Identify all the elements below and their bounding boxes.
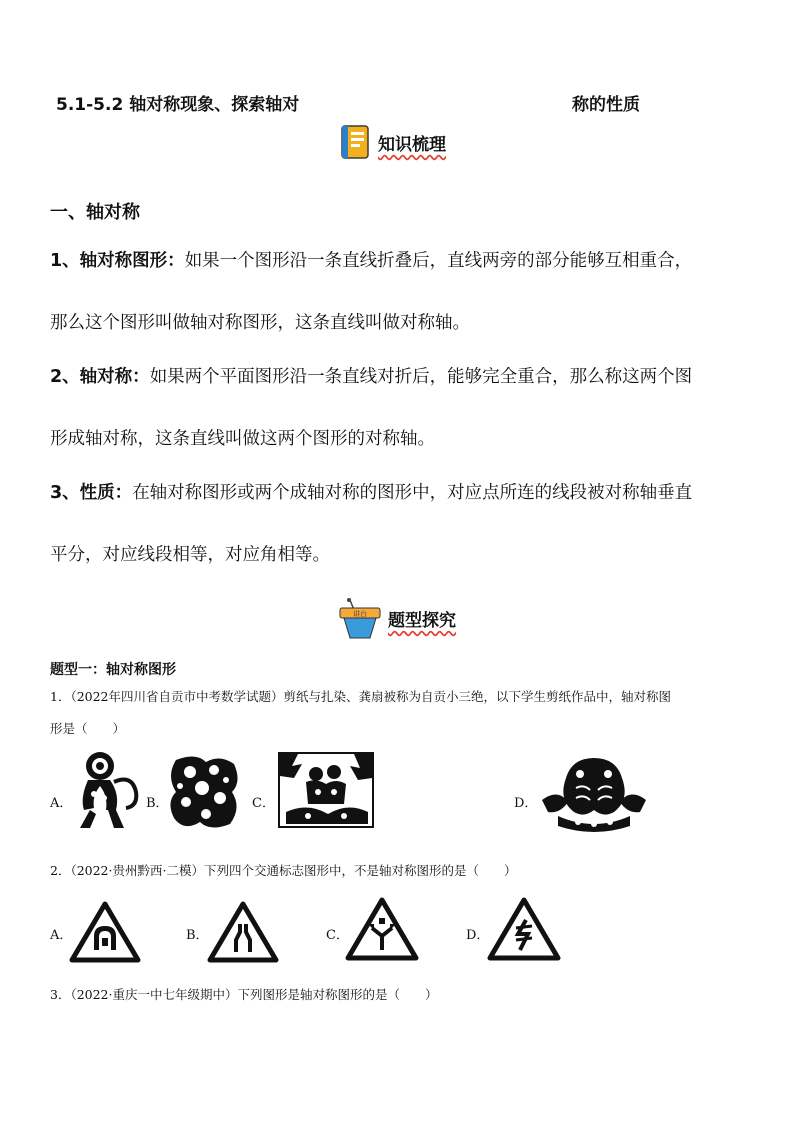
podium-icon: [336, 596, 384, 640]
knowledge-banner: [340, 124, 446, 160]
book-icon: [340, 124, 374, 160]
question-1-line2: 形是（ ）: [50, 721, 126, 736]
monkey-papercut-image: [70, 748, 146, 830]
definition-2-term: 2、轴对称：: [50, 367, 150, 387]
question-2: 2．（2022·贵州黔西·二模）下列四个交通标志图形中，不是轴对称图形的是（ ）: [50, 863, 517, 878]
q2-option-b-label: B．: [186, 928, 209, 943]
q1-option-b-label: B．: [146, 796, 169, 811]
explore-banner-text: 题型探究: [388, 610, 456, 631]
q2-option-c-label: C．: [326, 928, 349, 943]
explore-banner: [336, 596, 456, 640]
page-title-right: 称的性质: [572, 95, 640, 115]
q1-option-d-label: D．: [514, 796, 538, 811]
tunnel-sign-image: [68, 900, 142, 964]
q2-option-a-label: A．: [50, 928, 73, 943]
question-1-line1: 1．（2022年四川省自贡市中考数学试题）剪纸与扎染、龚扇被称为自贡小三绝，以下学生剪纸作品中，轴对称图: [50, 689, 672, 704]
q1-option-c-label: C．: [252, 796, 275, 811]
q1-option-a-label: A．: [50, 796, 73, 811]
property-text: 在轴对称图形或两个成轴对称的图形中，对应点所连的线段被对称轴垂直: [132, 483, 693, 503]
q2-option-d-label: D．: [466, 928, 490, 943]
lightning-sign-image: [486, 896, 562, 962]
page-title-left: 5.1-5.2 轴对称现象、探索轴对: [56, 95, 300, 115]
property-term: 3、性质：: [50, 483, 133, 503]
pattern-papercut-image: [166, 752, 244, 832]
definition-1-line1: [50, 250, 760, 272]
podium-label: 讲台: [353, 610, 367, 618]
riders-papercut-image: [278, 752, 374, 828]
knowledge-banner-text: 知识梳理: [378, 134, 446, 155]
fish-papercut-image: [538, 752, 650, 834]
property-line1: [50, 482, 760, 504]
question-3: 3．（2022·重庆一中七年级期中）下列图形是轴对称图形的是（ ）: [50, 987, 438, 1002]
definition-2-line1: [50, 366, 760, 388]
definition-1-text: 如果一个图形沿一条直线折叠后，直线两旁的部分能够互相重合，: [184, 251, 693, 271]
definition-2-text: 如果两个平面图形沿一条直线对折后，能够完全重合，那么称这两个图: [149, 367, 693, 387]
section-heading: 一、轴对称: [50, 202, 140, 223]
property-line2: 平分，对应线段相等，对应角相等。: [50, 545, 330, 565]
junction-sign-image: [344, 896, 420, 962]
definition-2-line2: 形成轴对称，这条直线叫做这两个图形的对称轴。: [50, 429, 435, 449]
practice-heading: 题型一：轴对称图形: [50, 662, 176, 678]
narrow-road-sign-image: [206, 900, 280, 964]
definition-1-line2: 那么这个图形叫做轴对称图形，这条直线叫做对称轴。: [50, 313, 470, 333]
definition-1-term: 1、轴对称图形：: [50, 251, 185, 271]
